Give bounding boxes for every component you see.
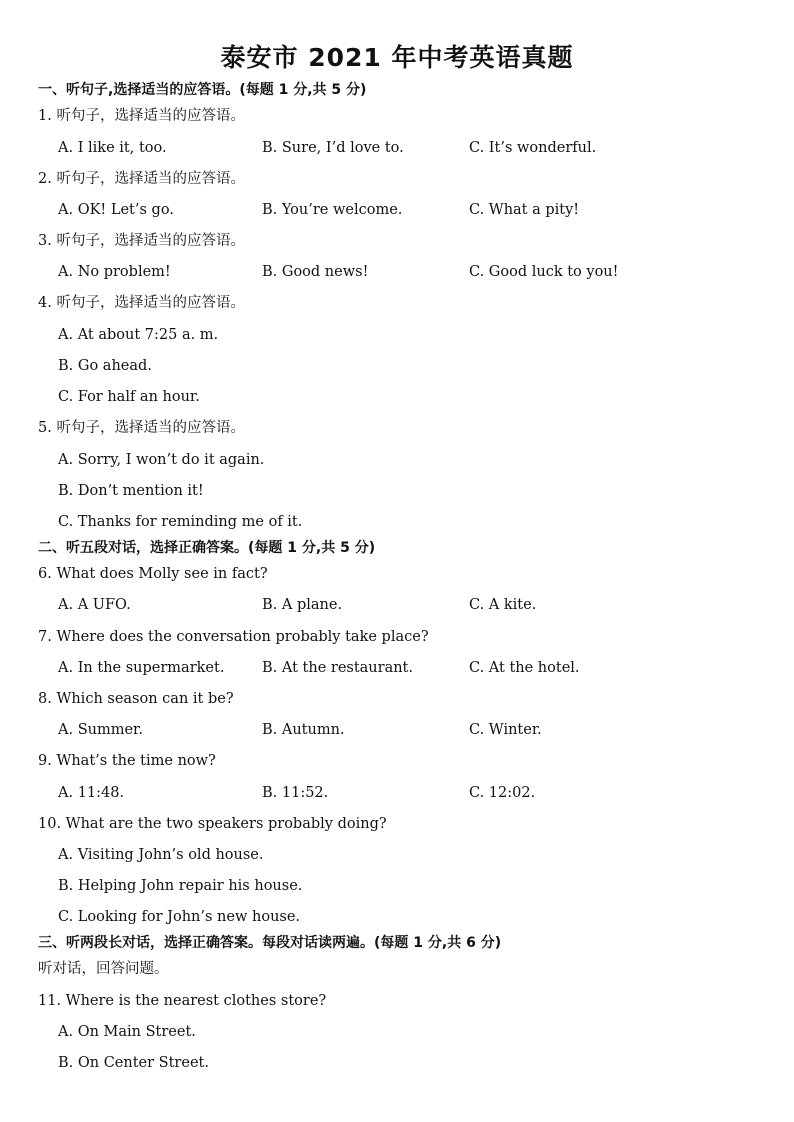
question-1-option-a: A. I like it, too. xyxy=(58,140,167,156)
question-5-option-c: C. Thanks for reminding me of it. xyxy=(58,514,303,530)
question-7-option-a: A. In the supermarket. xyxy=(58,660,225,676)
question-6-option-a: A. A UFO. xyxy=(58,597,131,613)
question-4-option-b: B. Go ahead. xyxy=(58,358,152,374)
question-11-option-a: A. On Main Street. xyxy=(58,1024,196,1040)
question-2-option-a: A. OK! Let’s go. xyxy=(58,202,174,218)
question-7-option-c: C. At the hotel. xyxy=(469,660,580,676)
question-11-stem: 11. Where is the nearest clothes store? xyxy=(38,993,327,1009)
question-3-option-c: C. Good luck to you! xyxy=(469,264,619,280)
question-5-option-b: B. Don’t mention it! xyxy=(58,483,204,499)
question-10-stem: 10. What are the two speakers probably doing? xyxy=(38,816,387,832)
question-9-option-c: C. 12:02. xyxy=(469,785,536,801)
question-10-option-a: A. Visiting John’s old house. xyxy=(58,847,264,863)
question-6-option-b: B. A plane. xyxy=(262,597,343,613)
question-8-option-a: A. Summer. xyxy=(58,722,143,738)
question-5-stem: 5. 听句子，选择适当的应答语。 xyxy=(38,420,245,436)
question-4-option-c: C. For half an hour. xyxy=(58,389,200,405)
question-1-stem: 1. 听句子，选择适当的应答语。 xyxy=(38,108,245,124)
question-10-option-c: C. Looking for John’s new house. xyxy=(58,909,301,925)
section-2-heading: 二、听五段对话，选择正确答案。(每题 1 分,共 5 分) xyxy=(38,540,376,556)
document-title: 泰安市 2021 年中考英语真题 xyxy=(220,43,574,72)
question-5-option-a: A. Sorry, I won’t do it again. xyxy=(58,452,265,468)
question-1-option-b: B. Sure, I’d love to. xyxy=(262,140,404,156)
question-8-stem: 8. Which season can it be? xyxy=(38,691,234,707)
question-4-option-a: A. At about 7:25 a. m. xyxy=(58,327,219,343)
question-11-option-b: B. On Center Street. xyxy=(58,1055,209,1071)
question-1-option-c: C. It’s wonderful. xyxy=(469,140,597,156)
question-6-stem: 6. What does Molly see in fact? xyxy=(38,566,268,582)
question-2-stem: 2. 听句子，选择适当的应答语。 xyxy=(38,171,245,187)
question-6-option-c: C. A kite. xyxy=(469,597,537,613)
question-9-option-a: A. 11:48. xyxy=(58,785,125,801)
question-2-option-c: C. What a pity! xyxy=(469,202,580,218)
question-10-option-b: B. Helping John repair his house. xyxy=(58,878,303,894)
question-4-stem: 4. 听句子，选择适当的应答语。 xyxy=(38,295,245,311)
question-9-option-b: B. 11:52. xyxy=(262,785,329,801)
question-3-option-a: A. No problem! xyxy=(58,264,171,280)
section-3-heading: 三、听两段长对话，选择正确答案。每段对话读两遍。(每题 1 分,共 6 分) xyxy=(38,935,502,951)
question-2-option-b: B. You’re welcome. xyxy=(262,202,403,218)
question-8-option-b: B. Autumn. xyxy=(262,722,345,738)
question-8-option-c: C. Winter. xyxy=(469,722,542,738)
question-7-stem: 7. Where does the conversation probably take place? xyxy=(38,629,429,645)
section-3-intro: 听对话，回答问题。 xyxy=(38,961,169,977)
question-3-option-b: B. Good news! xyxy=(262,264,369,280)
question-9-stem: 9. What’s the time now? xyxy=(38,753,216,769)
question-7-option-b: B. At the restaurant. xyxy=(262,660,413,676)
section-1-heading: 一、听句子,选择适当的应答语。(每题 1 分,共 5 分) xyxy=(38,82,367,98)
question-3-stem: 3. 听句子，选择适当的应答语。 xyxy=(38,233,245,249)
